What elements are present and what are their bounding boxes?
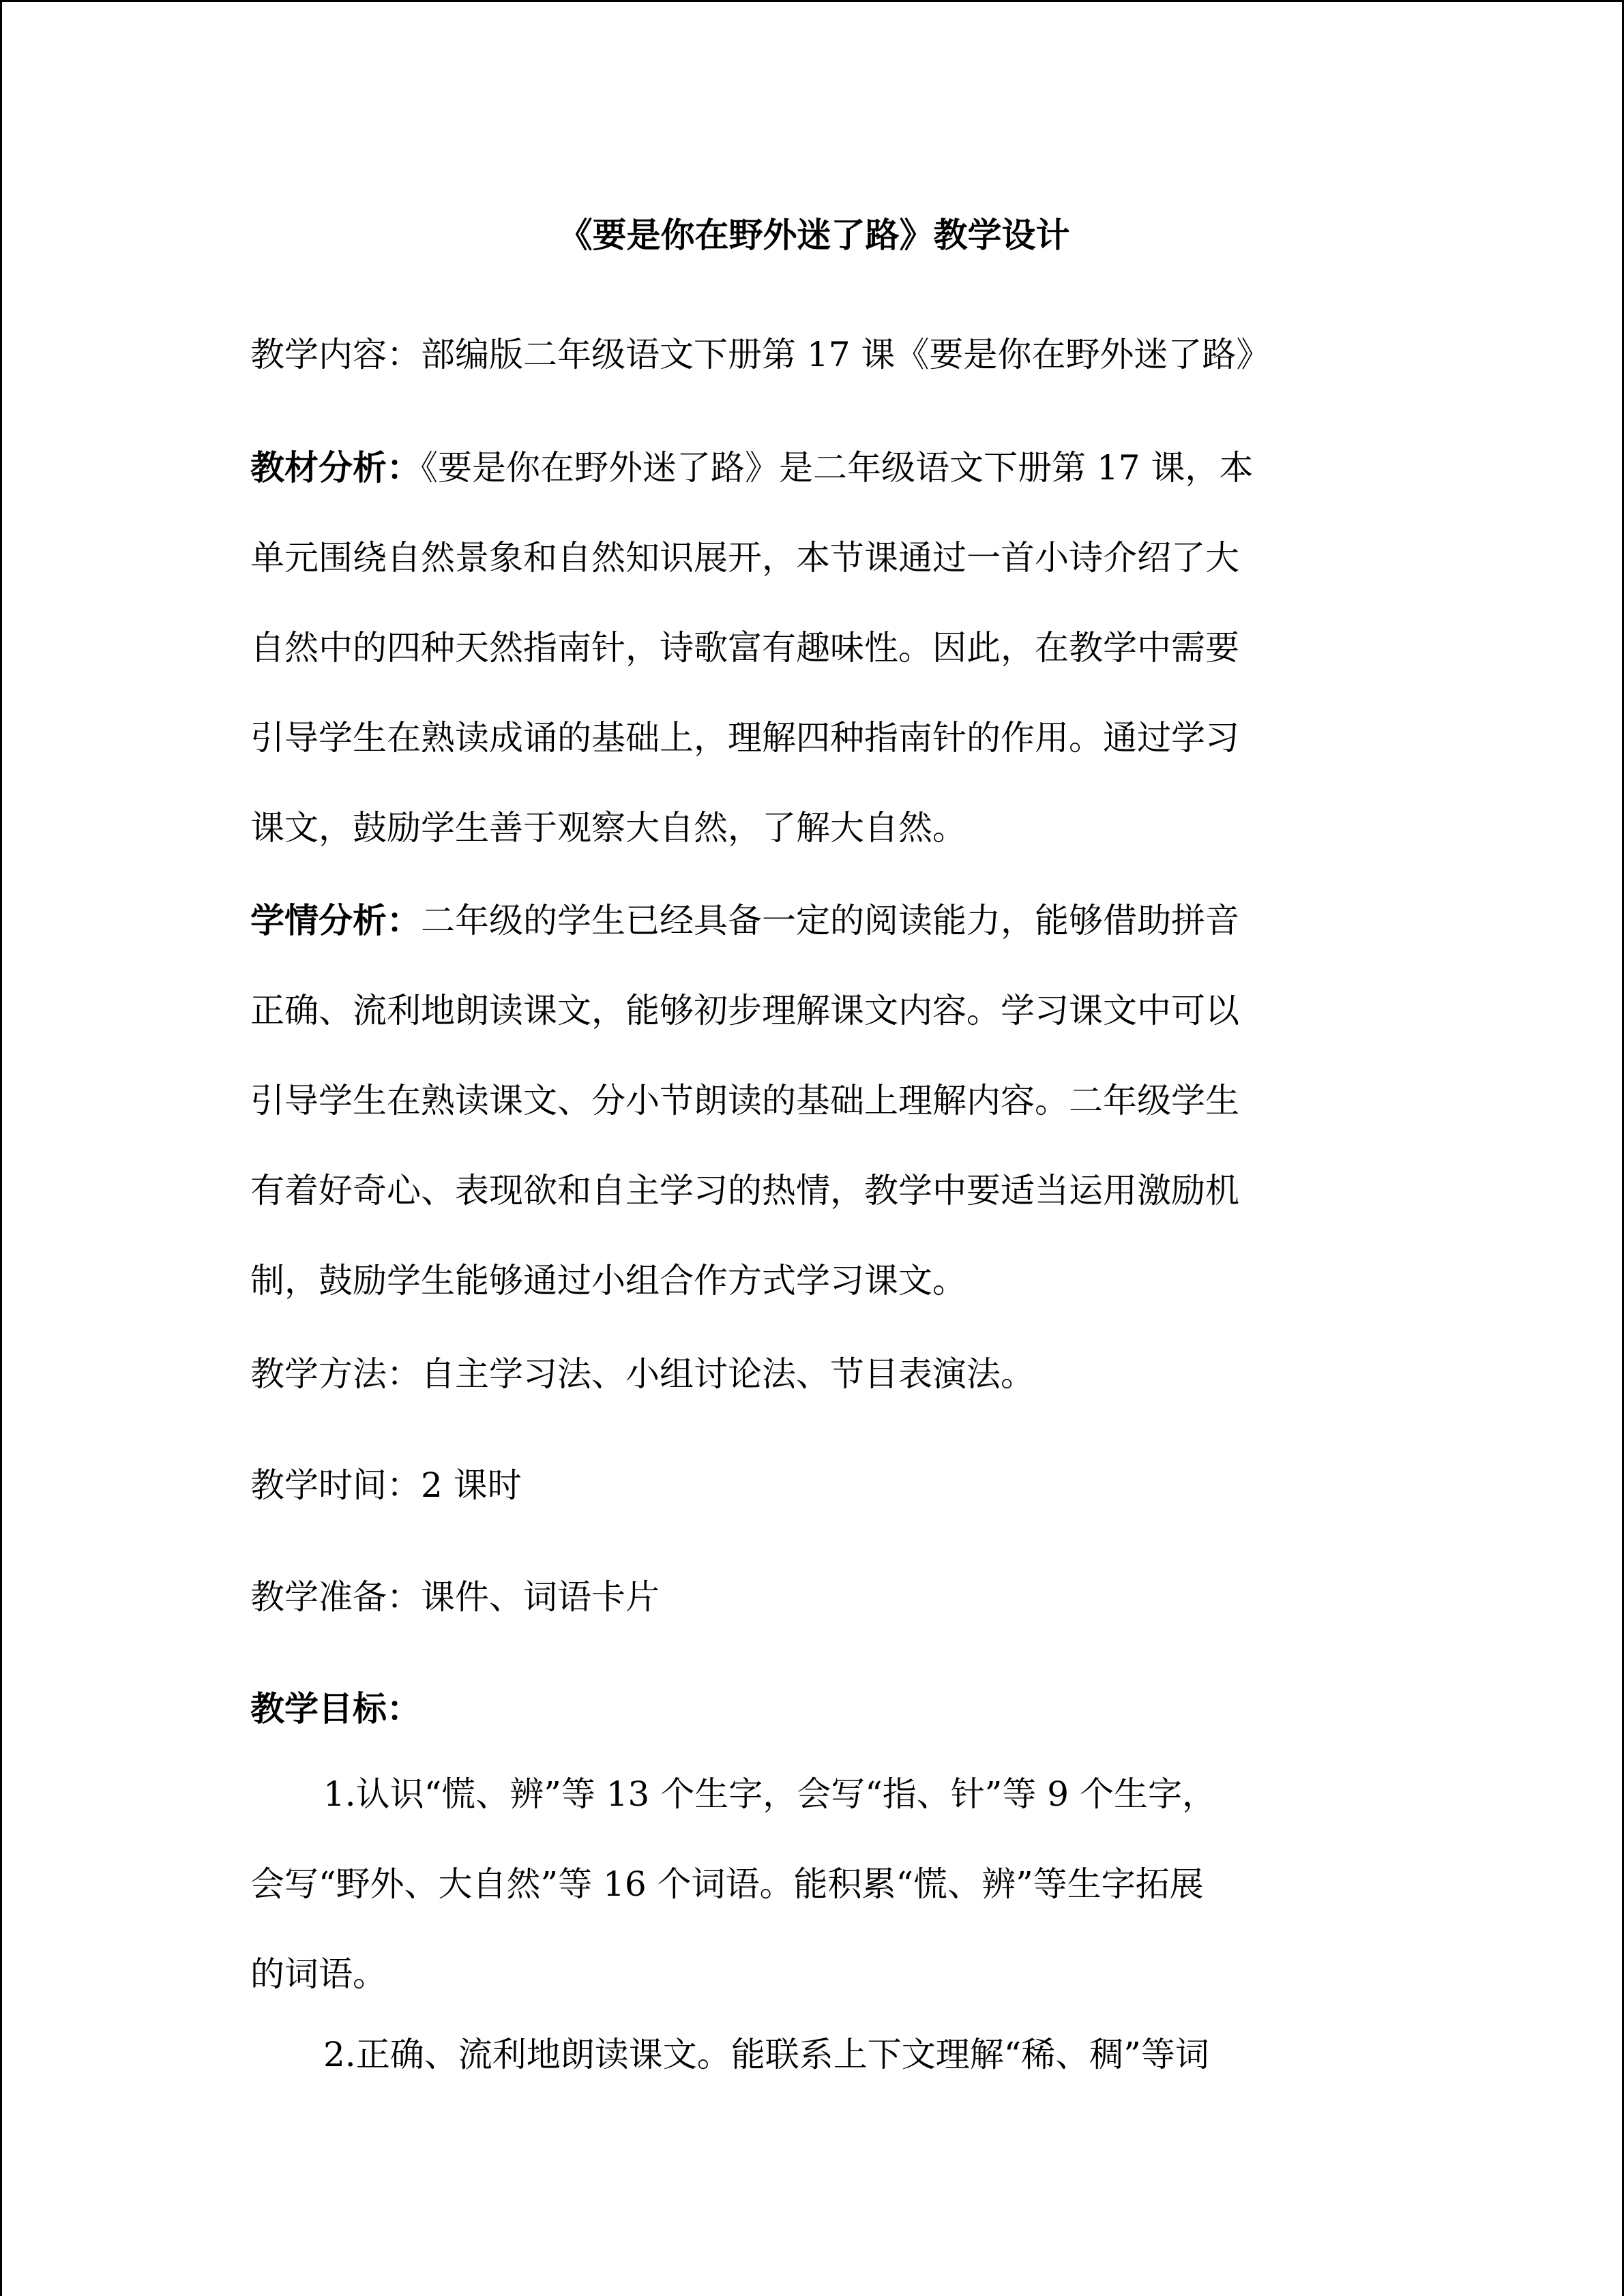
material-analysis-text: 《要是你在野外迷了路》是二年级语文下册第 17 课，本	[421, 448, 1254, 488]
teaching-goals-label: 教学目标：	[250, 1688, 421, 1729]
learner-analysis	[250, 876, 1376, 1326]
teaching-method-text: 教学方法：自主学习法、小组讨论法、节目表演法。	[250, 1354, 1035, 1394]
learner-analysis-label: 学情分析：	[250, 900, 421, 940]
goal-item-2-line: 2.正确、流利地朗读课文。能联系上下文理解“稀、稠”等词	[323, 2035, 1209, 2074]
material-analysis-line: 引导学生在熟读成诵的基础上，理解四种指南针的作用。通过学习	[250, 718, 1239, 758]
material-analysis-line: 自然中的四种天然指南针，诗歌富有趣味性。因此，在教学中需要	[250, 628, 1239, 668]
teaching-preparation-text: 教学准备：课件、词语卡片	[250, 1577, 660, 1617]
learner-analysis-line: 制，鼓励学生能够通过小组合作方式学习课文。	[250, 1261, 966, 1300]
teaching-time-text: 教学时间：2 课时	[250, 1465, 522, 1505]
material-analysis	[250, 423, 1376, 873]
teaching-content-text: 部编版二年级语文下册第 17 课《要是你在野外迷了路》	[421, 335, 1271, 374]
learner-analysis-line: 引导学生在熟读课文、分小节朗读的基础上理解内容。二年级学生	[250, 1081, 1239, 1120]
goal-item-1-line: 的词语。	[250, 1954, 387, 1994]
material-analysis-label: 教材分析：	[250, 447, 421, 488]
teaching-content-line	[250, 310, 1376, 400]
teaching-content	[250, 310, 1376, 400]
goal-item-1-line: 会写“野外、大自然”等 16 个词语。能积累“慌、辨”等生字拓展	[250, 1864, 1204, 1904]
teaching-goals-heading	[250, 1664, 1376, 1754]
learner-analysis-line	[250, 876, 1376, 966]
goal-item-1-line: 1.认识“慌、辨”等 13 个生字，会写“指、针”等 9 个生字，	[323, 1774, 1216, 1814]
teaching-time	[250, 1440, 1376, 1530]
teaching-method	[250, 1329, 1376, 1419]
teaching-goal-item-2	[250, 2010, 1376, 2100]
material-analysis-line: 单元围绕自然景象和自然知识展开，本节课通过一首小诗介绍了大	[250, 538, 1239, 578]
material-analysis-line	[250, 423, 1376, 513]
learner-analysis-line: 正确、流利地朗读课文，能够初步理解课文内容。学习课文中可以	[250, 991, 1239, 1030]
learner-analysis-text: 二年级的学生已经具备一定的阅读能力，能够借助拼音	[421, 901, 1239, 940]
material-analysis-line: 课文，鼓励学生善于观察大自然，了解大自然。	[250, 808, 966, 848]
learner-analysis-line: 有着好奇心、表现欲和自主学习的热情，教学中要适当运用激励机	[250, 1171, 1239, 1210]
teaching-preparation	[250, 1552, 1376, 1642]
teaching-goal-item-1	[250, 1749, 1376, 2019]
page-title: 《要是你在野外迷了路》教学设计	[558, 215, 1070, 255]
teaching-content-label: 教学内容：	[250, 335, 421, 374]
